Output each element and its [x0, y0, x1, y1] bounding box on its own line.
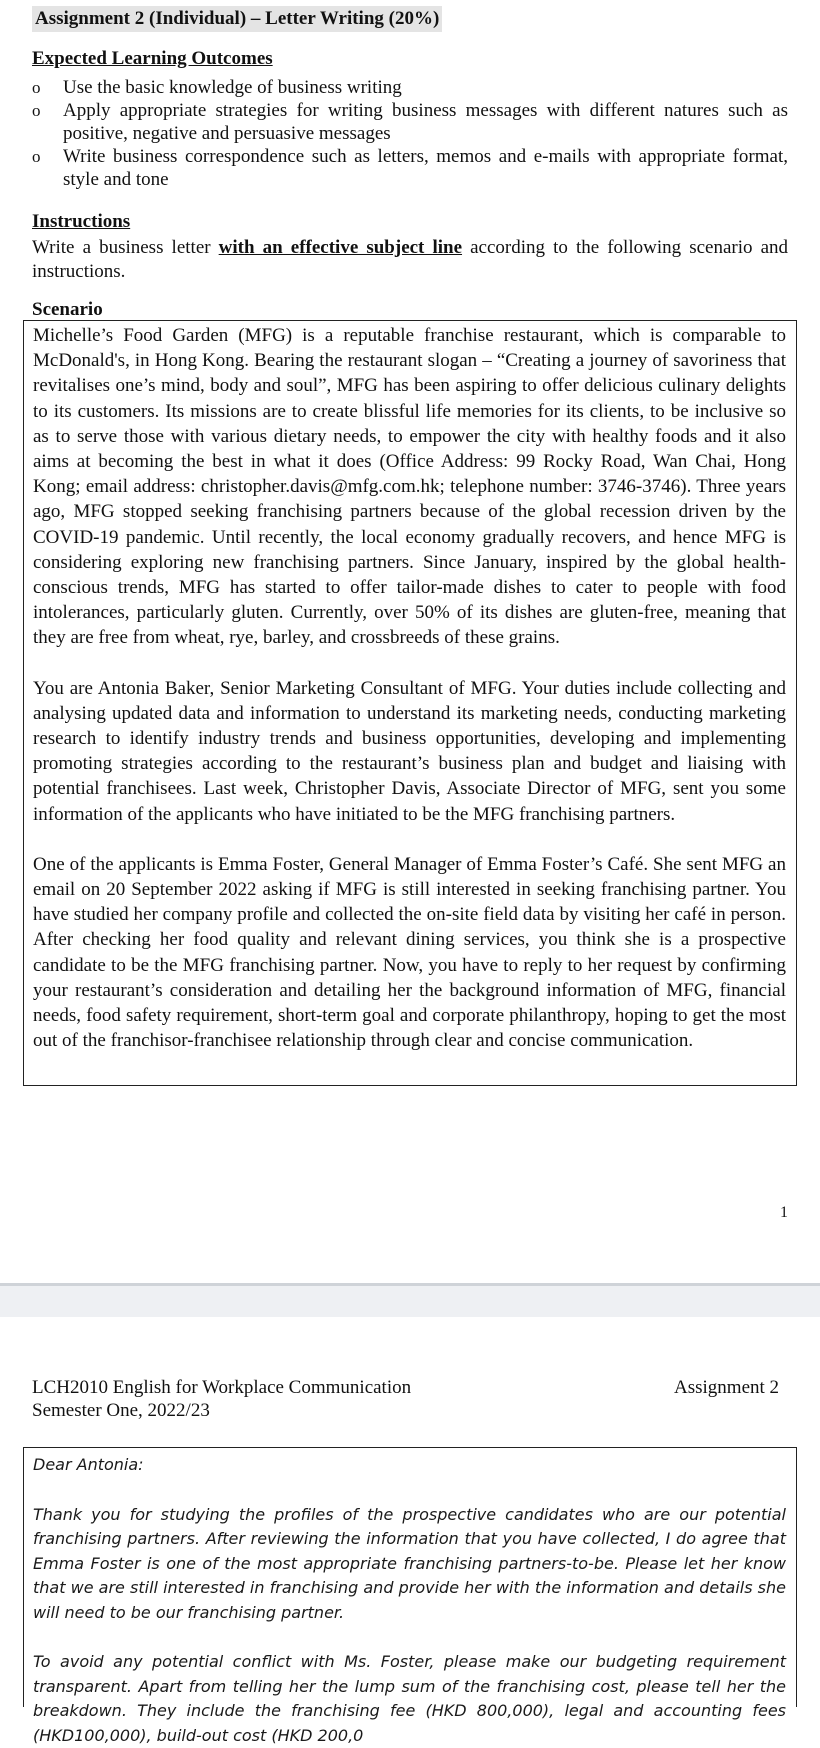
scenario-box	[23, 320, 797, 1086]
list-item: o Apply appropriate strategies for writing business messages with different natures such as positive, negative and persuasive messages	[32, 100, 788, 144]
instructions-emphasis: with an effective subject line	[218, 237, 463, 258]
outcomes-heading: Expected Learning Outcomes	[32, 48, 273, 69]
page-number: 1	[780, 1204, 788, 1221]
assignment-title: Assignment 2 (Individual) – Letter Writing (20%)	[32, 6, 442, 32]
memo-letter-box	[23, 1447, 797, 1745]
outcomes-list	[32, 76, 788, 191]
instructions-text: Write a business letter with an effective subject line according to the following scenario and instructions.	[32, 237, 788, 282]
assignment-label: Assignment 2	[674, 1377, 780, 1398]
bullet-icon: o	[32, 78, 41, 97]
instructions-heading: Instructions	[32, 211, 131, 232]
letter-paragraph: Thank you for studying the profiles of the prospective candidates who are our potential franchising partners. After reviewing the information that you have collected, I do agree that Emma Foster is one of the most appropriate franchising partners-to-be. Please let her know that we are still interested in franchising and provide her with the information and details she will need to be our franchising partner.	[33, 1504, 786, 1622]
bullet-icon: o	[32, 147, 41, 166]
page-divider	[0, 1283, 820, 1317]
scenario-heading: Scenario	[32, 299, 103, 320]
list-item: o Use the basic knowledge of business writing	[32, 77, 402, 98]
scenario-paragraph: One of the applicants is Emma Foster, General Manager of Emma Foster’s Café. She sent MFG an email on 20 September 2022 asking if MFG is still interested in seeking franchising partner. You have studied her company profile and collected the on-site field data by visiting her café in person. After checking her food quality and relevant dining services, you think she is a prospective candidate to be the MFG franchising partner. Now, you have to reply to her request by confirming your restaurant’s consideration and detailing her the background information of MFG, financial needs, food safety requirement, short-term goal and corporate philanthropy, hoping to get the most out of the franchisor-franchisee relationship through clear and concise communication.	[33, 853, 786, 1052]
bullet-icon: o	[32, 101, 41, 120]
scenario-paragraph: Michelle’s Food Garden (MFG) is a reputable franchise restaurant, which is comparable to McDonald's, in Hong Kong. Bearing the restaurant slogan – “Creating a journey of savoriness that revitalises one’s mind, body and soul”, MFG has been aspiring to offer delicious culinary delights to its customers. Its missions are to create blissful life memories for its clients, to be inclusive so as to serve those with various dietary needs, to empower the city with healthy foods and it also aims at becoming the best in what it does (Office Address: 99 Rocky Road, Wan Chai, Hong Kong; email address: christopher.davis@mfg.com.hk; telephone number: 3746-3746). Three years ago, MFG stopped seeking franchising partners because of the global recession driven by the COVID-19 pandemic. Until recently, the local economy gradually recovers, and hence MFG is considering exploring new franchising partners. Since January, inspired by the global health-conscious trends, MFG has started to offer tailor-made dishes to cater to people with food intolerances, particularly gluten. Currently, over 50% of its dishes are gluten-free, meaning that they are free from wheat, rye, barley, and crossbreeds of these grains.	[33, 325, 786, 649]
document-page-2	[0, 1317, 820, 1745]
list-item: o Write business correspondence such as letters, memos and e-mails with appropriate format, style and tone	[32, 146, 788, 190]
letter-paragraph: To avoid any potential conflict with Ms. Foster, please make our budgeting requirement transparent. Apart from telling her the lump sum of the franchising cost, please tell her the breakdown. They include the franchising fee (HKD 800,000), legal and accounting fees (HKD100,000), build-out cost (HKD 200,0	[33, 1652, 786, 1745]
scenario-paragraph: You are Antonia Baker, Senior Marketing Consultant of MFG. Your duties include collecting and analysing updated data and information to understand its marketing needs, conducting marketing research to identify industry trends and business opportunities, developing and implementing promoting strategies according to the restaurant’s business plan and budget and liaising with potential franchisees. Last week, Christopher Davis, Associate Director of MFG, sent you some information of the applicants who have initiated to be the MFG franchising partners.	[33, 677, 786, 825]
course-header: LCH2010 English for Workplace Communication Semester One, 2022/23	[32, 1377, 412, 1421]
letter-greeting: Dear Antonia:	[33, 1455, 144, 1474]
